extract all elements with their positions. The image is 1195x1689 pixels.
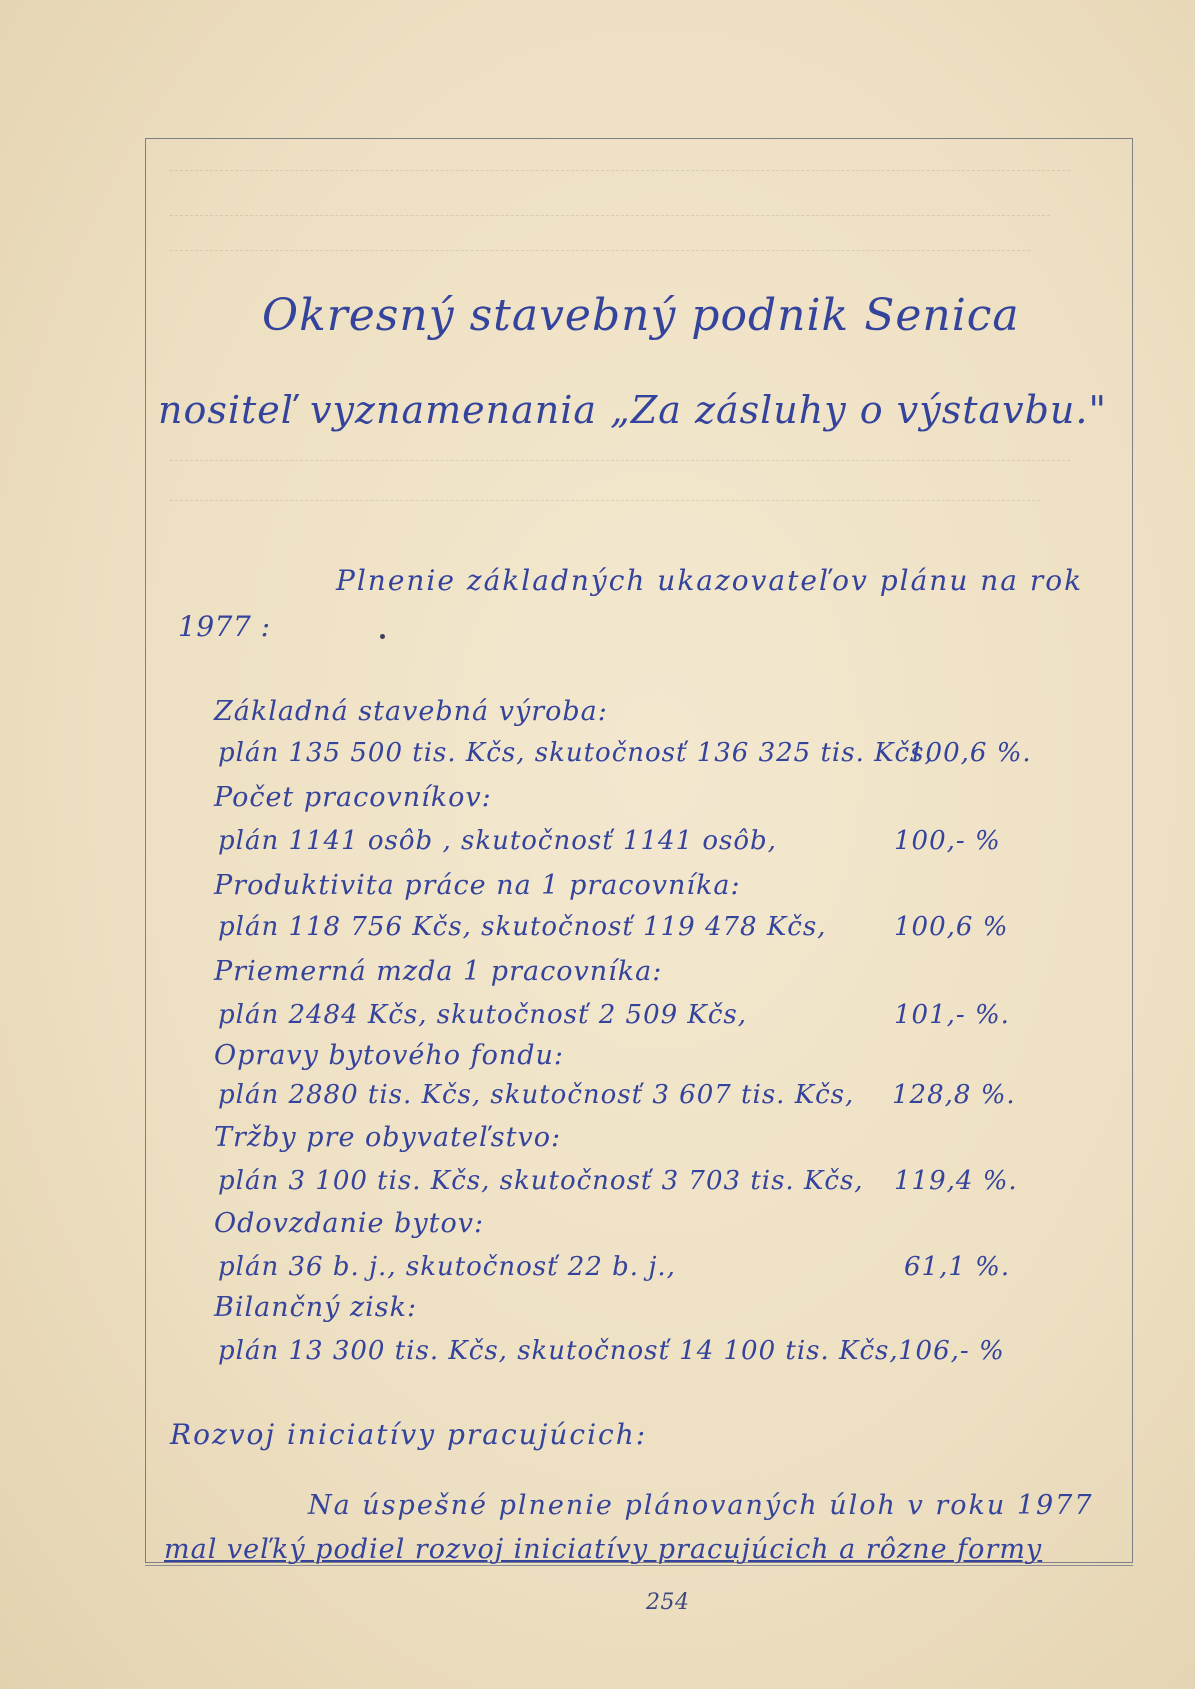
- indicator-detail: plán 1141 osôb , skutočnosť 1141 osôb,: [218, 826, 777, 856]
- indicator-detail: plán 118 756 Kčs, skutočnosť 119 478 Kčs,: [218, 912, 827, 942]
- indicator-detail: plán 2484 Kčs, skutočnosť 2 509 Kčs,: [218, 1000, 748, 1030]
- indicator-percent: 61,1 %.: [904, 1252, 1011, 1282]
- paragraph-line-1: Na úspešné plnenie plánovaných úloh v roku 1977: [308, 1490, 1094, 1521]
- paragraph-line-2: mal veľký podiel rozvoj iniciatívy pracujúcich a rôzne formy: [164, 1534, 1043, 1565]
- indicator-percent: 100,6 %.: [908, 738, 1032, 768]
- page-number: 254: [646, 1590, 690, 1615]
- bleed-through-line: [170, 170, 1070, 171]
- indicator-percent: 128,8 %.: [892, 1080, 1016, 1110]
- indicator-detail: plán 36 b. j., skutočnosť 22 b. j.,: [218, 1252, 676, 1282]
- indicator-detail: plán 2880 tis. Kčs, skutočnosť 3 607 tis. Kčs,: [218, 1080, 855, 1110]
- indicator-heading: Bilančný zisk:: [214, 1292, 418, 1323]
- indicator-percent: 119,4 %.: [894, 1166, 1018, 1196]
- indicator-heading: Počet pracovníkov:: [214, 782, 492, 813]
- indicator-percent: 101,- %.: [894, 1000, 1010, 1030]
- bleed-through-line: [170, 250, 1030, 251]
- section-heading: Rozvoj iniciatívy pracujúcich:: [170, 1418, 648, 1451]
- frame-bottom-rule: [145, 1565, 1133, 1566]
- indicator-heading: Produktivita práce na 1 pracovníka:: [214, 870, 741, 901]
- bleed-through-line: [170, 215, 1050, 216]
- intro-line-2: 1977 :: [178, 610, 271, 643]
- indicator-heading: Opravy bytového fondu:: [214, 1040, 565, 1071]
- indicator-heading: Základná stavebná výroba:: [214, 696, 608, 727]
- ink-dot: [380, 634, 385, 639]
- indicator-percent: 106,- %: [898, 1336, 1005, 1366]
- document-subtitle: nositeľ vyznamenania „Za zásluhy o výstavbu.": [158, 388, 1107, 432]
- indicator-heading: Priemerná mzda 1 pracovníka:: [214, 956, 663, 987]
- indicator-heading: Odovzdanie bytov:: [214, 1208, 485, 1239]
- indicator-percent: 100,- %: [894, 826, 1001, 856]
- indicator-detail: plán 13 300 tis. Kčs, skutočnosť 14 100 tis. Kčs,: [218, 1336, 899, 1366]
- indicator-detail: plán 3 100 tis. Kčs, skutočnosť 3 703 tis. Kčs,: [218, 1166, 864, 1196]
- indicator-heading: Tržby pre obyvateľstvo:: [214, 1122, 562, 1153]
- indicator-percent: 100,6 %: [894, 912, 1009, 942]
- document-title: Okresný stavebný podnik Senica: [262, 290, 1020, 341]
- intro-line-1: Plnenie základných ukazovateľov plánu na rok: [336, 564, 1084, 597]
- indicator-detail: plán 135 500 tis. Kčs, skutočnosť 136 325 tis. Kčs,: [218, 738, 934, 768]
- bleed-through-line: [170, 460, 1070, 461]
- bleed-through-line: [170, 500, 1040, 501]
